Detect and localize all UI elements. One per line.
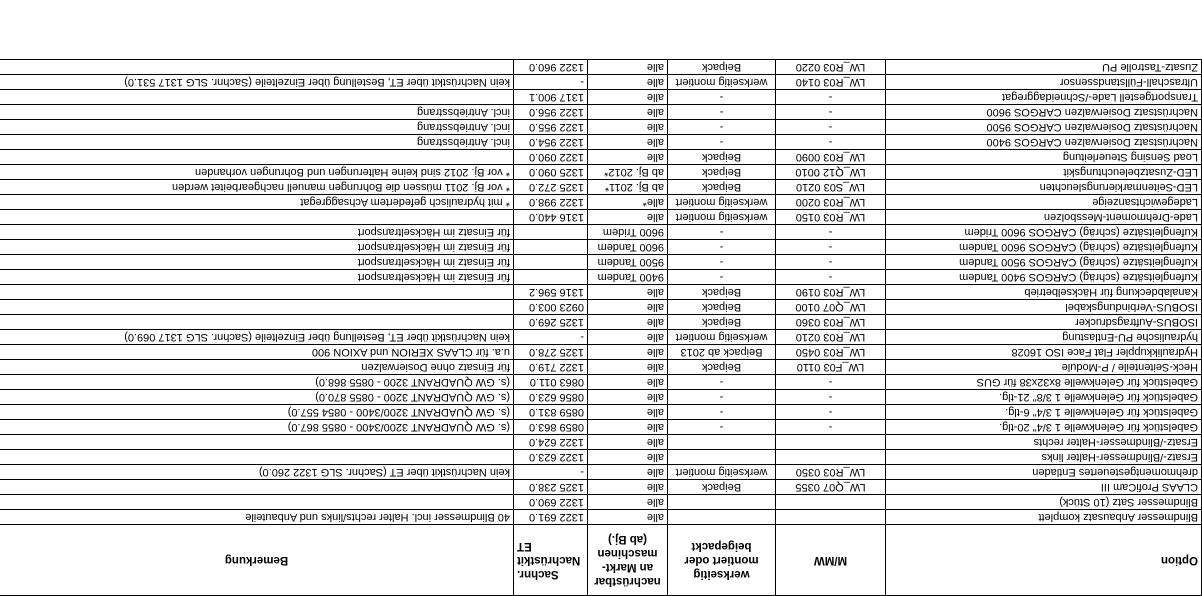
header-row xyxy=(0,525,1202,596)
cell-werkseitig: - xyxy=(668,135,776,150)
cell-mmw: - xyxy=(776,105,886,120)
cell-option: Zusatz-Tastrolle PU xyxy=(886,60,1202,75)
cell-mmw xyxy=(776,510,886,525)
table-row xyxy=(0,240,1202,255)
cell-option: Nachrüstsatz Dosierwalzen CARGOS 9400 xyxy=(886,135,1202,150)
cell-werkseitig: werkseitig montiert xyxy=(668,210,776,225)
cell-werkseitig: - xyxy=(668,225,776,240)
cell-nachruestbar: alle xyxy=(588,315,668,330)
table-row xyxy=(0,210,1202,225)
cell-werkseitig: Beipack xyxy=(668,285,776,300)
cell-nachruestbar: alle xyxy=(588,105,668,120)
cell-bemerkung xyxy=(0,315,514,330)
table-row xyxy=(0,390,1202,405)
table-row xyxy=(0,420,1202,435)
cell-werkseitig: - xyxy=(668,255,776,270)
header-mmw: M/MW xyxy=(776,525,886,596)
cell-werkseitig xyxy=(668,510,776,525)
cell-werkseitig: Beipack xyxy=(668,150,776,165)
cell-bemerkung: * mit hydraulisch gefedertem Achsaggregat xyxy=(0,195,514,210)
cell-nachruestbar: alle xyxy=(588,345,668,360)
cell-mmw xyxy=(776,495,886,510)
cell-option: Load Sensing Steuerleitung xyxy=(886,150,1202,165)
cell-option: LED-Seitenmarkierungsleuchten xyxy=(886,180,1202,195)
cell-bemerkung: für Einsatz ohne Dosierwalzen xyxy=(0,360,514,375)
cell-werkseitig: Beipack xyxy=(668,315,776,330)
cell-mmw: - xyxy=(776,405,886,420)
cell-option: Ladegewichtsanzeige xyxy=(886,195,1202,210)
cell-werkseitig: Beipack xyxy=(668,180,776,195)
cell-bemerkung: incl. Antriebsstrang xyxy=(0,105,514,120)
cell-werkseitig xyxy=(668,495,776,510)
cell-bemerkung xyxy=(0,495,514,510)
cell-mmw: LW_R03 0140 xyxy=(776,75,886,90)
cell-mmw: LW_R03 0360 xyxy=(776,315,886,330)
cell-mmw: LW_R03 0190 xyxy=(776,285,886,300)
table-row xyxy=(0,165,1202,180)
table-row xyxy=(0,315,1202,330)
cell-option: ISOBUS-Auftragsdrucker xyxy=(886,315,1202,330)
cell-bemerkung: kein Nachrüstkit über ET, Bestellung über Einzelteile (Sachnr. SLG 1317 069.0) xyxy=(0,330,514,345)
cell-nachruestbar: 9600 Tandem xyxy=(588,240,668,255)
cell-mmw: LW_Q07 0100 xyxy=(776,300,886,315)
cell-bemerkung: incl. Antriebsstrang xyxy=(0,120,514,135)
header-nachruestbar: nachrüstbar an Markt-maschinen (ab Bj.) xyxy=(588,525,668,596)
cell-nachruestbar: alle xyxy=(588,450,668,465)
cell-mmw: LW_R03 0210 xyxy=(776,330,886,345)
cell-option: Ultraschall-Füllstandssensor xyxy=(886,75,1202,90)
cell-option: Blindmesser Anbausatz komplett xyxy=(886,510,1202,525)
cell-option: hydraulische PU-Entlastung xyxy=(886,330,1202,345)
cell-mmw: LW_R03 0220 xyxy=(776,60,886,75)
cell-nachruestbar: alle xyxy=(588,360,668,375)
cell-bemerkung xyxy=(0,435,514,450)
cell-option: Nachrüstsatz Dosierwalzen CARGOS 9600 xyxy=(886,105,1202,120)
cell-mmw xyxy=(776,435,886,450)
cell-option: Gabelstück für Gelenkwelle 1 3/4" 6-tlg. xyxy=(886,405,1202,420)
cell-sachnr: 1322 955.0 xyxy=(514,120,588,135)
table-row xyxy=(0,510,1202,525)
cell-bemerkung xyxy=(0,210,514,225)
cell-mmw: LW_S03 0210 xyxy=(776,180,886,195)
cell-nachruestbar: alle xyxy=(588,420,668,435)
cell-werkseitig: - xyxy=(668,405,776,420)
cell-option: Kufengleitsätze (schräg) CARGOS 9500 Tandem xyxy=(886,255,1202,270)
header-option: Option xyxy=(886,525,1202,596)
cell-werkseitig xyxy=(668,435,776,450)
cell-bemerkung: für Einsatz im Häckseltransport xyxy=(0,270,514,285)
cell-mmw: - xyxy=(776,420,886,435)
cell-mmw: LW_F03 0110 xyxy=(776,360,886,375)
cell-nachruestbar: alle xyxy=(588,480,668,495)
cell-bemerkung xyxy=(0,450,514,465)
cell-mmw: LW_R03 0150 xyxy=(776,210,886,225)
cell-werkseitig: - xyxy=(668,390,776,405)
cell-bemerkung: * vor Bj. 2012 sind keine Halterungen und Bohrungen vorhanden xyxy=(0,165,514,180)
cell-mmw: - xyxy=(776,135,886,150)
table-row xyxy=(0,195,1202,210)
table-row xyxy=(0,375,1202,390)
cell-sachnr: 0863 011.0 xyxy=(514,375,588,390)
cell-sachnr xyxy=(514,270,588,285)
cell-sachnr: 1322 956.0 xyxy=(514,105,588,120)
cell-nachruestbar: alle xyxy=(588,375,668,390)
cell-mmw: - xyxy=(776,270,886,285)
table-row xyxy=(0,105,1202,120)
cell-sachnr: 1325 278.0 xyxy=(514,345,588,360)
cell-sachnr: 0859 863.0 xyxy=(514,420,588,435)
cell-option: Gabelstück für Gelenkwelle 8x32x38 für GUS xyxy=(886,375,1202,390)
cell-werkseitig: - xyxy=(668,375,776,390)
cell-nachruestbar: 9400 Tandem xyxy=(588,270,668,285)
cell-option: Transportgestell Lade-/Schneidaggregat xyxy=(886,90,1202,105)
cell-werkseitig: Beipack ab 2013 xyxy=(668,345,776,360)
cell-mmw: LW_R03 0350 xyxy=(776,465,886,480)
table-row xyxy=(0,75,1202,90)
cell-bemerkung: (s. GW QUADRANT 3200 - 0855 870.0) xyxy=(0,390,514,405)
cell-nachruestbar: ab Bj. 2012* xyxy=(588,165,668,180)
cell-werkseitig: - xyxy=(668,270,776,285)
cell-sachnr: 0859 831.0 xyxy=(514,405,588,420)
cell-bemerkung: (s. GW QUADRANT 3200 - 0855 868.0) xyxy=(0,375,514,390)
cell-option: Heck-Seitenteile / P-Module xyxy=(886,360,1202,375)
cell-bemerkung: u.a. für CLAAS XERION und AXION 900 xyxy=(0,345,514,360)
table-row xyxy=(0,435,1202,450)
cell-nachruestbar: alle xyxy=(588,435,668,450)
cell-mmw: - xyxy=(776,390,886,405)
cell-bemerkung xyxy=(0,60,514,75)
cell-werkseitig: Beipack xyxy=(668,165,776,180)
cell-mmw xyxy=(776,450,886,465)
cell-nachruestbar: alle xyxy=(588,120,668,135)
cell-nachruestbar: alle xyxy=(588,210,668,225)
cell-sachnr: 1316 440.0 xyxy=(514,210,588,225)
cell-mmw: LW_R03 0200 xyxy=(776,195,886,210)
cell-mmw: - xyxy=(776,90,886,105)
cell-bemerkung xyxy=(0,285,514,300)
cell-bemerkung: * vor Bj. 2011 müssen die Bohrungen manuell nachgearbeitet werden xyxy=(0,180,514,195)
cell-werkseitig: Beipack xyxy=(668,360,776,375)
table-row xyxy=(0,60,1202,75)
cell-option: Kufengleitsätze (schräg) CARGOS 9400 Tandem xyxy=(886,270,1202,285)
table-row xyxy=(0,270,1202,285)
cell-option: drehmomentgesteuertes Entladen xyxy=(886,465,1202,480)
cell-werkseitig: Beipack xyxy=(668,300,776,315)
cell-werkseitig: werkseitig montiert xyxy=(668,75,776,90)
cell-nachruestbar: alle xyxy=(588,90,668,105)
cell-sachnr: 1316 596.2 xyxy=(514,285,588,300)
header-sachnr: Sachnr. Nachrüstkit ET xyxy=(514,525,588,596)
cell-nachruestbar: 9600 Tridem xyxy=(588,225,668,240)
cell-bemerkung: (s. GW QUADRANT 3200/3400 - 0854 557.0) xyxy=(0,405,514,420)
cell-bemerkung xyxy=(0,300,514,315)
cell-nachruestbar: alle xyxy=(588,465,668,480)
cell-option: Lade-Drehmoment-Messbolzen xyxy=(886,210,1202,225)
cell-sachnr: 1322 691.0 xyxy=(514,510,588,525)
table-row xyxy=(0,180,1202,195)
table-row xyxy=(0,345,1202,360)
cell-werkseitig: - xyxy=(668,90,776,105)
table-row xyxy=(0,330,1202,345)
cell-mmw: - xyxy=(776,240,886,255)
cell-nachruestbar: alle xyxy=(588,495,668,510)
cell-sachnr: - xyxy=(514,75,588,90)
table-row xyxy=(0,300,1202,315)
cell-sachnr: 0856 623.0 xyxy=(514,390,588,405)
cell-werkseitig: Beipack xyxy=(668,480,776,495)
cell-sachnr: 1322 954.0 xyxy=(514,135,588,150)
table-row xyxy=(0,135,1202,150)
cell-sachnr: 1322 623.0 xyxy=(514,450,588,465)
cell-bemerkung: 40 Blindmesser incl. Halter rechts/links und Anbauteile xyxy=(0,510,514,525)
table-row xyxy=(0,150,1202,165)
table-row xyxy=(0,495,1202,510)
cell-sachnr: 1322 624.0 xyxy=(514,435,588,450)
cell-nachruestbar: alle xyxy=(588,135,668,150)
cell-nachruestbar: alle xyxy=(588,150,668,165)
cell-sachnr: 0923 003.0 xyxy=(514,300,588,315)
cell-mmw: - xyxy=(776,120,886,135)
cell-sachnr: 1322 998.0 xyxy=(514,195,588,210)
cell-nachruestbar: alle xyxy=(588,510,668,525)
cell-bemerkung: (s. GW QUADRANT 3200/3400 - 0855 867.0) xyxy=(0,420,514,435)
cell-bemerkung: für Einsatz im Häckseltransport xyxy=(0,240,514,255)
table-row xyxy=(0,480,1202,495)
cell-option: Nachrüstsatz Dosierwalzen CARGOS 9500 xyxy=(886,120,1202,135)
options-table xyxy=(0,59,1202,596)
cell-nachruestbar: alle xyxy=(588,330,668,345)
cell-mmw: LW_Q12 0010 xyxy=(776,165,886,180)
cell-sachnr: - xyxy=(514,330,588,345)
cell-nachruestbar: alle xyxy=(588,60,668,75)
table-row xyxy=(0,450,1202,465)
cell-option: Gabelstück für Gelenkwelle 1 3/4" 20-tlg. xyxy=(886,420,1202,435)
cell-bemerkung: incl. Antriebsstrang xyxy=(0,135,514,150)
cell-bemerkung: für Einsatz im Häckseltransport xyxy=(0,225,514,240)
cell-sachnr: 1317 900.1 xyxy=(514,90,588,105)
cell-sachnr: 1322 090.0 xyxy=(514,150,588,165)
cell-mmw: LW_Q07 0355 xyxy=(776,480,886,495)
cell-werkseitig xyxy=(668,450,776,465)
cell-option: ISOBUS-Verbindungskabel xyxy=(886,300,1202,315)
cell-option: Blindmesser Satz (10 Stück) xyxy=(886,495,1202,510)
cell-option: Hydraulikkuppler Flat Face ISO 16028 xyxy=(886,345,1202,360)
cell-werkseitig: werkseitig montiert xyxy=(668,330,776,345)
cell-mmw: - xyxy=(776,375,886,390)
cell-sachnr: 1322 690.0 xyxy=(514,495,588,510)
cell-option: Ersatz-/Blindmesser-Halter rechts xyxy=(886,435,1202,450)
cell-werkseitig: Beipack xyxy=(668,60,776,75)
table-row xyxy=(0,225,1202,240)
cell-sachnr xyxy=(514,240,588,255)
cell-werkseitig: - xyxy=(668,240,776,255)
cell-sachnr: 1325 269.0 xyxy=(514,315,588,330)
cell-sachnr xyxy=(514,225,588,240)
table-row xyxy=(0,405,1202,420)
cell-option: Kufengleitsätze (schräg) CARGOS 9600 Tandem xyxy=(886,240,1202,255)
cell-option: Kufengleitsätze (schräg) CARGOS 9600 Tridem xyxy=(886,225,1202,240)
table-row xyxy=(0,465,1202,480)
cell-nachruestbar: 9500 Tandem xyxy=(588,255,668,270)
table-body xyxy=(0,60,1202,525)
cell-option: Gabelstück für Gelenkwelle 1 3/8" 21-tlg. xyxy=(886,390,1202,405)
cell-werkseitig: - xyxy=(668,120,776,135)
cell-sachnr: 1322 719.0 xyxy=(514,360,588,375)
cell-sachnr: 1325 090.0 xyxy=(514,165,588,180)
cell-bemerkung xyxy=(0,150,514,165)
cell-werkseitig: werkseitig montiert xyxy=(668,195,776,210)
cell-werkseitig: - xyxy=(668,105,776,120)
cell-sachnr xyxy=(514,255,588,270)
cell-nachruestbar: alle xyxy=(588,390,668,405)
cell-mmw: - xyxy=(776,225,886,240)
table-row xyxy=(0,255,1202,270)
cell-nachruestbar: alle xyxy=(588,300,668,315)
table-row xyxy=(0,360,1202,375)
cell-bemerkung xyxy=(0,480,514,495)
cell-option: CLAAS ProfiCam III xyxy=(886,480,1202,495)
header-bemerkung: Bemerkung xyxy=(0,525,514,596)
cell-werkseitig: werkseitig montiert xyxy=(668,465,776,480)
cell-mmw: LW_R03 0090 xyxy=(776,150,886,165)
cell-werkseitig: - xyxy=(668,420,776,435)
cell-bemerkung: für Einsatz im Häckseltransport xyxy=(0,255,514,270)
cell-nachruestbar: alle xyxy=(588,285,668,300)
cell-option: Ersatz-/Blindmesser-Halter links xyxy=(886,450,1202,465)
cell-sachnr: 1325 238.0 xyxy=(514,480,588,495)
cell-option: Kanalabdeckung für Häckselbetrieb xyxy=(886,285,1202,300)
cell-bemerkung: kein Nachrüstkit über ET (Sachnr. SLG 1322 260.0) xyxy=(0,465,514,480)
cell-sachnr: 1325 272.0 xyxy=(514,180,588,195)
table-row xyxy=(0,285,1202,300)
table-row xyxy=(0,120,1202,135)
table-row xyxy=(0,90,1202,105)
cell-mmw: LW_R03 0450 xyxy=(776,345,886,360)
cell-nachruestbar: alle xyxy=(588,405,668,420)
cell-option: LED-Zusatzbeleuchtungskit xyxy=(886,165,1202,180)
cell-nachruestbar: alle* xyxy=(588,195,668,210)
cell-bemerkung: kein Nachrüstkit über ET, Bestellung über Einzelteile (Sachnr. SLG 1317 531.0) xyxy=(0,75,514,90)
cell-sachnr: - xyxy=(514,465,588,480)
cell-bemerkung xyxy=(0,90,514,105)
cell-mmw: - xyxy=(776,255,886,270)
cell-nachruestbar: alle xyxy=(588,75,668,90)
cell-sachnr: 1322 960.0 xyxy=(514,60,588,75)
cell-nachruestbar: ab Bj. 2011* xyxy=(588,180,668,195)
header-werkseitig: werkseitig montiert oder beigepackt xyxy=(668,525,776,596)
